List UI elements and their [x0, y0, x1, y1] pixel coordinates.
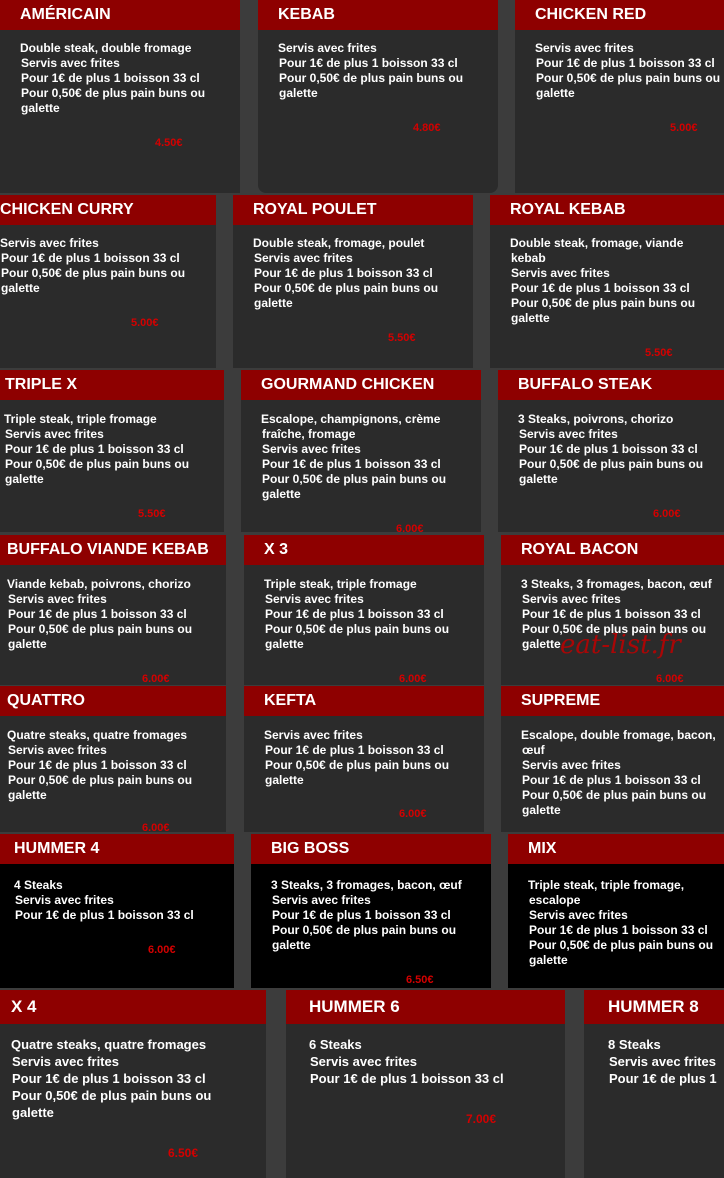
item-description: [11, 1036, 262, 1121]
item-description-line: kebab: [511, 251, 546, 265]
item-name: CHICKEN RED: [515, 0, 724, 30]
item-description-line: Pour 1€ de plus 1 boisson 33 cl: [8, 607, 187, 621]
item-description-line: galette: [519, 472, 558, 486]
item-description-line: 3 Steaks, 3 fromages, bacon, œuf: [271, 878, 462, 892]
item-name: GOURMAND CHICKEN: [241, 370, 481, 400]
item-description-line: galette: [522, 637, 561, 651]
item-description-line: Pour 1€ de plus 1 boisson 33 cl: [536, 56, 715, 70]
menu-card-supreme[interactable]: [501, 686, 724, 832]
item-price: 5.00€: [670, 122, 698, 134]
item-description-line: Pour 1€ de plus 1 boisson 33 cl: [262, 457, 441, 471]
item-description-line: Pour 1€ de plus 1 boisson 33 cl: [519, 442, 698, 456]
item-price: 6.00€: [142, 673, 170, 685]
item-description-line: Pour 0,50€ de plus pain buns ou: [529, 938, 714, 952]
item-description-line: 4 Steaks: [14, 878, 63, 892]
item-description: [253, 236, 469, 311]
item-name: MIX: [508, 834, 724, 864]
item-description-line: Triple steak, triple fromage: [4, 412, 157, 426]
item-description: [14, 878, 230, 923]
menu-card-royal-kebab[interactable]: [490, 195, 724, 368]
item-name: SUPREME: [501, 686, 724, 716]
menu-card-kebab[interactable]: [258, 0, 498, 193]
menu-card-hummer-8[interactable]: [584, 990, 724, 1178]
item-description-line: Servis avec frites: [262, 442, 361, 456]
watermark-logo: eat-list.fr: [560, 630, 681, 660]
item-price: 7.00€: [466, 1112, 497, 1126]
item-description-line: Escalope, champignons, crème: [261, 412, 441, 426]
item-description-line: galette: [21, 101, 60, 115]
menu-card-hummer-6[interactable]: [286, 990, 565, 1178]
item-name: TRIPLE X: [0, 370, 224, 400]
item-description: [4, 412, 220, 487]
item-description-line: œuf: [522, 743, 545, 757]
item-name: ROYAL POULET: [233, 195, 473, 225]
item-name: ROYAL BACON: [501, 535, 724, 565]
item-description: [7, 577, 222, 652]
item-description-line: Servis avec frites: [15, 893, 114, 907]
item-description: [510, 236, 720, 326]
item-description-line: galette: [522, 803, 561, 817]
item-name: X 4: [0, 990, 266, 1024]
menu-card-big-boss[interactable]: [251, 834, 491, 988]
item-price: 6.50€: [168, 1146, 199, 1160]
item-price: 6.00€: [399, 808, 427, 820]
item-description-line: Escalope, double fromage, bacon,: [521, 728, 716, 742]
item-description-line: Pour 1€ de plus 1 boisson 33 cl: [1, 251, 180, 265]
item-description-line: Double steak, fromage, viande: [510, 236, 684, 250]
item-price: 6.00€: [653, 508, 681, 520]
menu-card-triple-x[interactable]: [0, 370, 224, 532]
item-description-line: 6 Steaks: [309, 1037, 362, 1052]
item-description-line: galette: [8, 788, 47, 802]
item-description-line: Pour 0,50€ de plus pain buns ou: [21, 86, 206, 100]
item-description-line: Pour 0,50€ de plus pain buns ou: [536, 71, 721, 85]
item-description-line: Servis avec frites: [278, 41, 377, 55]
item-price: 6.00€: [148, 944, 176, 956]
menu-card-gourmand-chicken[interactable]: [241, 370, 481, 532]
item-description-line: Servis avec frites: [254, 251, 353, 265]
item-name: HUMMER 8: [584, 990, 724, 1024]
item-description-line: Pour 0,50€ de plus pain buns ou: [8, 773, 193, 787]
item-price: 6.00€: [396, 523, 424, 532]
item-description-line: Pour 1€ de plus 1 boisson 33 cl: [265, 607, 444, 621]
item-name: HUMMER 6: [286, 990, 565, 1024]
menu-card-kefta[interactable]: [244, 686, 484, 832]
item-price: 6.00€: [142, 822, 170, 832]
item-description-line: Pour 1€ de plus 1 boisson 33 cl: [265, 743, 444, 757]
item-description-line: Servis avec frites: [8, 592, 107, 606]
item-description-line: Pour 0,50€ de plus pain buns ou: [8, 622, 193, 636]
item-description-line: 3 Steaks, poivrons, chorizo: [518, 412, 674, 426]
menu-card-x3[interactable]: [244, 535, 484, 685]
item-description-line: Servis avec frites: [8, 743, 107, 757]
item-description-line: Pour 0,50€ de plus pain buns ou: [1, 266, 186, 280]
item-description-line: Pour 1€ de plus 1 boisson 33 cl: [511, 281, 690, 295]
item-price: 4.50€: [155, 137, 183, 149]
item-description: [20, 41, 236, 116]
item-price: 5.50€: [388, 332, 416, 344]
item-description-line: Pour 1€ de plus 1 boisson 33 cl: [5, 442, 184, 456]
item-description-line: Pour 0,50€ de plus pain buns ou: [522, 788, 707, 802]
item-name: CHICKEN CURRY: [0, 195, 216, 225]
item-description-line: Servis avec frites: [522, 758, 621, 772]
item-description-line: Pour 1€ de plus 1: [609, 1071, 717, 1086]
item-description: [278, 41, 494, 101]
item-description-line: Servis avec frites: [265, 592, 364, 606]
item-description-line: Pour 0,50€ de plus pain buns ou: [265, 622, 450, 636]
menu-card-royal-bacon[interactable]: [501, 535, 724, 685]
item-description-line: Double steak, double fromage: [20, 41, 192, 55]
item-price: 5.00€: [131, 317, 159, 329]
item-description: [264, 577, 480, 652]
menu-card-americain[interactable]: [0, 0, 240, 193]
item-name: BIG BOSS: [251, 834, 491, 864]
item-description-line: Pour 1€ de plus 1 boisson 33 cl: [310, 1071, 504, 1086]
item-name: KEBAB: [258, 0, 498, 30]
menu-card-chicken-red[interactable]: [515, 0, 724, 193]
menu-card-buffalo-steak[interactable]: [498, 370, 724, 532]
item-description-line: Pour 1€ de plus 1 boisson 33 cl: [254, 266, 433, 280]
item-description: [518, 412, 720, 487]
item-description-line: Pour 1€ de plus 1 boisson 33 cl: [522, 773, 701, 787]
item-description-line: Pour 0,50€ de plus pain buns ou: [511, 296, 696, 310]
item-description-line: Pour 1€ de plus 1 boisson 33 cl: [8, 758, 187, 772]
item-description-line: fraîche, fromage: [262, 427, 356, 441]
item-description-line: galette: [529, 953, 568, 967]
item-price: 4.80€: [413, 122, 441, 134]
item-description-line: Pour 1€ de plus 1 boisson 33 cl: [522, 607, 701, 621]
item-description-line: Pour 0,50€ de plus pain buns ou: [12, 1088, 212, 1103]
item-description-line: galette: [265, 637, 304, 651]
item-description-line: galette: [1, 281, 40, 295]
item-description: [521, 728, 720, 818]
item-price: 5.50€: [138, 508, 166, 520]
item-price: 6.50€: [406, 974, 434, 986]
menu-card-mix[interactable]: [508, 834, 724, 988]
item-description: [0, 236, 212, 296]
item-description-line: Servis avec frites: [21, 56, 120, 70]
item-description: [7, 728, 222, 803]
item-description-line: 3 Steaks, 3 fromages, bacon, œuf: [521, 577, 712, 591]
item-description-line: Pour 0,50€ de plus pain buns ou: [5, 457, 190, 471]
item-description: [309, 1036, 561, 1087]
item-description-line: Pour 1€ de plus 1 boisson 33 cl: [529, 923, 708, 937]
item-description-line: galette: [511, 311, 550, 325]
item-description: [608, 1036, 724, 1087]
item-description: [261, 412, 477, 502]
item-description-line: galette: [254, 296, 293, 310]
item-description-line: escalope: [529, 893, 581, 907]
item-description-line: Servis avec frites: [529, 908, 628, 922]
item-description-line: Servis avec frites: [264, 728, 363, 742]
item-description-line: Servis avec frites: [0, 236, 99, 250]
item-description-line: Servis avec frites: [5, 427, 104, 441]
item-description-line: galette: [8, 637, 47, 651]
item-description-line: Pour 0,50€ de plus pain buns ou: [272, 923, 457, 937]
item-description: [535, 41, 720, 101]
item-description-line: Pour 0,50€ de plus pain buns ou: [519, 457, 704, 471]
item-name: X 3: [244, 535, 484, 565]
item-description-line: Pour 0,50€ de plus pain buns ou: [265, 758, 450, 772]
item-description-line: Quatre steaks, quatre fromages: [11, 1037, 207, 1052]
item-description-line: galette: [265, 773, 304, 787]
item-description-line: Servis avec frites: [310, 1054, 417, 1069]
item-description-line: Pour 1€ de plus 1 boisson 33 cl: [272, 908, 451, 922]
item-description-line: Pour 0,50€ de plus pain buns ou: [254, 281, 439, 295]
item-description-line: Servis avec frites: [609, 1054, 716, 1069]
item-name: BUFFALO VIANDE KEBAB: [0, 535, 226, 565]
item-description-line: galette: [272, 938, 311, 952]
item-description-line: Double steak, fromage, poulet: [253, 236, 425, 250]
item-description-line: Pour 0,50€ de plus pain buns ou: [262, 472, 447, 486]
item-description-line: Triple steak, triple fromage: [264, 577, 417, 591]
item-description-line: Quatre steaks, quatre fromages: [7, 728, 188, 742]
item-description-line: galette: [5, 472, 44, 486]
menu-card-hummer-4[interactable]: [0, 834, 234, 988]
menu-card-buffalo-viande-kebab[interactable]: [0, 535, 226, 685]
item-description-line: galette: [262, 487, 301, 501]
item-description-line: Servis avec frites: [535, 41, 634, 55]
item-price: 5.50€: [645, 347, 673, 359]
item-description-line: Pour 1€ de plus 1 boisson 33 cl: [15, 908, 194, 922]
menu-card-quattro[interactable]: [0, 686, 226, 832]
item-name: BUFFALO STEAK: [498, 370, 724, 400]
menu-card-x4[interactable]: [0, 990, 266, 1178]
item-description-line: Triple steak, triple fromage,: [528, 878, 685, 892]
item-description-line: galette: [536, 86, 575, 100]
item-name: KEFTA: [244, 686, 484, 716]
item-name: AMÉRICAIN: [0, 0, 240, 30]
item-name: HUMMER 4: [0, 834, 234, 864]
item-description-line: Servis avec frites: [511, 266, 610, 280]
item-description: [264, 728, 480, 788]
menu-card-chicken-curry[interactable]: [0, 195, 216, 368]
item-description-line: Servis avec frites: [12, 1054, 119, 1069]
item-name: QUATTRO: [0, 686, 226, 716]
item-description-line: Pour 1€ de plus 1 boisson 33 cl: [21, 71, 200, 85]
item-name: ROYAL KEBAB: [490, 195, 724, 225]
item-description-line: Pour 1€ de plus 1 boisson 33 cl: [279, 56, 458, 70]
item-description-line: Pour 0,50€ de plus pain buns ou: [522, 622, 707, 636]
item-description-line: Servis avec frites: [522, 592, 621, 606]
item-description-line: Pour 0,50€ de plus pain buns ou: [279, 71, 464, 85]
menu-card-royal-poulet[interactable]: [233, 195, 473, 368]
item-description-line: Viande kebab, poivrons, chorizo: [7, 577, 191, 591]
item-description-line: Servis avec frites: [272, 893, 371, 907]
item-price: 6.00€: [656, 673, 684, 685]
item-description: [528, 878, 720, 968]
item-price: 6.00€: [399, 673, 427, 685]
item-description-line: galette: [12, 1105, 54, 1120]
item-description-line: Servis avec frites: [519, 427, 618, 441]
item-description-line: Pour 1€ de plus 1 boisson 33 cl: [12, 1071, 206, 1086]
item-description-line: 8 Steaks: [608, 1037, 661, 1052]
item-description-line: galette: [279, 86, 318, 100]
item-description: [271, 878, 487, 953]
